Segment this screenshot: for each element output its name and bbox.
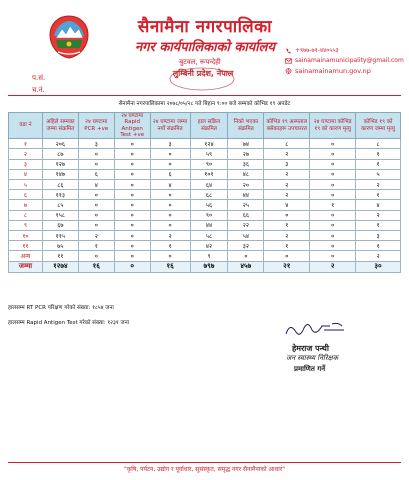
- table-cell: ११३: [42, 190, 78, 200]
- table-cell: ३६: [228, 159, 264, 169]
- email-icon: [285, 58, 292, 64]
- table-cell: २७: [228, 149, 264, 159]
- table-cell: ६: [150, 169, 190, 179]
- table-cell: ०: [78, 190, 114, 200]
- ward-number-cell: ४: [9, 169, 43, 179]
- table-cell: ०: [150, 220, 190, 230]
- table-cell: ०: [78, 159, 114, 169]
- total-cell: १६: [150, 261, 190, 272]
- table-cell: ०: [310, 180, 356, 190]
- table-cell: २: [264, 169, 310, 179]
- column-header: २४ घण्टामा जम्मा नयाँ संक्रमित: [150, 113, 190, 139]
- column-header: निको भएका संक्रमित: [228, 113, 264, 139]
- total-cell: १२७४: [42, 261, 78, 272]
- table-cell: १२७: [42, 159, 78, 169]
- footer-divider: [8, 462, 401, 463]
- header-divider: [8, 95, 401, 96]
- table-cell: ९०: [190, 159, 228, 169]
- table-cell: ४४: [190, 220, 228, 230]
- table-cell: ०: [114, 241, 150, 251]
- table-cell: ७४: [228, 139, 264, 149]
- table-cell: ९: [190, 251, 228, 261]
- table-cell: २: [78, 230, 114, 240]
- email-text[interactable]: sainamainamunicipality@gmail.com: [295, 57, 404, 64]
- table-cell: ४: [150, 180, 190, 190]
- table-cell: ११५: [42, 230, 78, 240]
- province-line: लुम्बिनी प्रदेश, नेपाल: [172, 69, 234, 78]
- antigen-test-note: हालसम्म Rapid Antigen Test गरेको संख्या: १२३१ जना: [8, 320, 130, 326]
- table-cell: ०: [150, 251, 190, 261]
- ward-number-cell: ८: [9, 210, 43, 220]
- table-cell: ३: [150, 139, 190, 149]
- table-cell: ०: [114, 190, 150, 200]
- column-header: २४ घण्टामा Rapid Antigen Test +ve: [114, 113, 150, 139]
- table-cell: १२४: [190, 139, 228, 149]
- table-cell: ०: [114, 220, 150, 230]
- table-row: [9, 139, 401, 149]
- signature-mark: [282, 318, 352, 340]
- table-row: [9, 210, 401, 220]
- table-cell: १: [356, 149, 401, 159]
- table-cell: ८: [264, 139, 310, 149]
- table-cell: २: [356, 210, 401, 220]
- table-cell: ५६: [190, 200, 228, 210]
- table-cell: ०: [114, 139, 150, 149]
- table-cell: ०: [310, 241, 356, 251]
- table-row: [9, 149, 401, 159]
- table-cell: ०: [78, 251, 114, 261]
- table-cell: १: [310, 200, 356, 210]
- table-cell: १: [356, 190, 401, 200]
- table-cell: ४८: [228, 169, 264, 179]
- table-cell: ३: [264, 159, 310, 169]
- ward-number-cell: ९: [9, 220, 43, 230]
- ward-number-cell: ६: [9, 190, 43, 200]
- column-header: २४ घण्टामा कोभिड १९ को कारण मृत्यु: [310, 113, 356, 139]
- table-cell: ९०: [190, 210, 228, 220]
- table-cell: ०: [150, 159, 190, 169]
- table-cell: ३: [356, 230, 401, 240]
- table-cell: ८: [356, 139, 401, 149]
- total-cell: ०: [114, 261, 150, 272]
- ward-number-cell: ५: [9, 180, 43, 190]
- table-cell: ०: [78, 210, 114, 220]
- ward-number-cell: ७: [9, 200, 43, 210]
- table-cell: १: [150, 241, 190, 251]
- table-cell: ३: [78, 139, 114, 149]
- table-cell: २: [356, 180, 401, 190]
- table-cell: २२: [228, 220, 264, 230]
- table-row: [9, 190, 401, 200]
- table-cell: ६: [78, 169, 114, 179]
- table-cell: १: [78, 241, 114, 251]
- table-cell: ०: [264, 251, 310, 261]
- ward-number-cell: ११: [9, 241, 43, 251]
- table-cell: १: [264, 220, 310, 230]
- table-cell: ०: [114, 210, 150, 220]
- table-row: [9, 220, 401, 230]
- table-cell: ०: [310, 220, 356, 230]
- total-cell: २: [310, 261, 356, 272]
- total-cell: ७९७: [190, 261, 228, 272]
- phone-text: +९७७-७१-४४०५५३: [295, 47, 339, 54]
- table-cell: १: [264, 241, 310, 251]
- ps-label: प.सं.: [32, 74, 46, 82]
- signatory-name: हेमराज पन्थी: [292, 344, 329, 353]
- table-row: [9, 159, 401, 169]
- table-cell: २: [264, 230, 310, 240]
- table-cell: ५: [356, 169, 401, 179]
- contact-email: [285, 57, 404, 64]
- table-cell: ०: [78, 220, 114, 230]
- table-cell: ०: [310, 169, 356, 179]
- table-header-row: [9, 113, 401, 139]
- municipality-title: सैनामैना नगरपालिका: [137, 17, 273, 37]
- ward-number-cell: २: [9, 149, 43, 159]
- table-title: सैनामैना नगरपालिकामा २०७८/०५/२८ गते बिहान ९:०० बजे सम्मको कोभिड १९ अपडेट: [118, 101, 291, 107]
- table-cell: ४: [264, 200, 310, 210]
- table-cell: ४२: [190, 241, 228, 251]
- table-cell: ०: [310, 149, 356, 159]
- table-cell: १: [356, 220, 401, 230]
- table-cell: ५९: [190, 149, 228, 159]
- table-row: [9, 180, 401, 190]
- table-cell: ०: [114, 169, 150, 179]
- table-cell: ०: [114, 180, 150, 190]
- contact-website: [285, 67, 371, 75]
- website-text[interactable]: sainamainamun.gov.np: [295, 67, 371, 75]
- table-cell: ८५: [42, 200, 78, 210]
- column-header: २४ घण्टामा PCR +ve: [78, 113, 114, 139]
- phone-icon: [285, 48, 292, 54]
- table-row: [9, 200, 401, 210]
- table-cell: ८६: [42, 180, 78, 190]
- pcr-test-note: हालसम्म RT PCR परिक्षण गरेको संख्या: १८५४ जना: [8, 305, 114, 311]
- table-cell: ६७: [42, 220, 78, 230]
- table-cell: २०: [228, 180, 264, 190]
- table-cell: ०: [310, 159, 356, 169]
- office-subtitle: नगर कार्यपालिकाको कार्यालय: [134, 40, 276, 55]
- table-cell: ०: [78, 149, 114, 159]
- table-cell: ०: [310, 190, 356, 200]
- table-cell: १५८: [42, 210, 78, 220]
- footer-slogan: "कृषि, पर्यटन, उद्योग र पूर्वाधार, सुसंस्कृत, समृद्ध नगर सैनामैनाको आधार": [123, 466, 286, 473]
- table-cell: ०: [114, 251, 150, 261]
- table-cell: ०: [114, 230, 150, 240]
- column-header: अहिले सम्मका जम्मा संक्रमित: [42, 113, 78, 139]
- table-cell: १४७: [42, 169, 78, 179]
- column-header: वडा नं: [9, 113, 43, 139]
- nepal-emblem-icon: [44, 14, 94, 60]
- table-cell: ४: [78, 180, 114, 190]
- table-cell: ०: [310, 251, 356, 261]
- table-cell: ५४: [228, 230, 264, 240]
- table-row: [9, 241, 401, 251]
- table-cell: २५: [228, 200, 264, 210]
- address-line: बुटवल, रूपन्देही: [179, 58, 221, 66]
- column-header: कोभिड १९ को कारण जम्मा मृत्यु: [356, 113, 401, 139]
- table-cell: १०१: [190, 169, 228, 179]
- table-cell: ०: [114, 159, 150, 169]
- table-cell: ०: [78, 200, 114, 210]
- table-cell: ०: [150, 149, 190, 159]
- table-row: [9, 251, 401, 261]
- table-cell: १: [356, 241, 401, 251]
- table-cell: ११: [42, 251, 78, 261]
- total-cell: ३०: [356, 261, 401, 272]
- table-cell: ०: [264, 210, 310, 220]
- ward-number-cell: अन्य: [9, 251, 43, 261]
- table-cell: २: [150, 230, 190, 240]
- table-row: [9, 169, 401, 179]
- certify-label: प्रमाणित गर्ने: [294, 365, 326, 373]
- column-header: हाल सक्रिय संक्रमित: [190, 113, 228, 139]
- table-cell: ३२: [228, 241, 264, 251]
- total-row: [9, 261, 401, 272]
- total-cell: ४५७: [228, 261, 264, 272]
- signatory-role: जन स्वास्थ्य निरिक्षक: [286, 354, 339, 362]
- table-cell: ४४: [228, 190, 264, 200]
- table-cell: २: [264, 190, 310, 200]
- table-row: [9, 230, 401, 240]
- total-cell: २१: [264, 261, 310, 272]
- table-cell: ०: [310, 230, 356, 240]
- covid-update-table: [8, 112, 401, 273]
- table-cell: ४: [356, 200, 401, 210]
- column-header: कोभिड १९ अस्पताल बसेकाहरू उपचाररत: [264, 113, 310, 139]
- table-cell: ०: [150, 200, 190, 210]
- total-label-cell: जम्मा: [9, 261, 43, 272]
- ward-number-cell: ३: [9, 159, 43, 169]
- table-cell: ७५: [42, 241, 78, 251]
- ward-number-cell: १: [9, 139, 43, 149]
- ward-number-cell: १०: [9, 230, 43, 240]
- table-cell: १: [356, 159, 401, 169]
- table-cell: ६४: [190, 180, 228, 190]
- table-cell: २: [264, 180, 310, 190]
- table-cell: ०: [228, 251, 264, 261]
- table-cell: ०: [114, 200, 150, 210]
- table-cell: ०: [310, 139, 356, 149]
- contact-phone: [285, 46, 339, 54]
- table-cell: ६८: [190, 190, 228, 200]
- table-cell: २: [264, 149, 310, 159]
- table-cell: ६६: [228, 210, 264, 220]
- globe-icon: [285, 68, 292, 74]
- cn-label: च.नं.: [32, 86, 45, 94]
- table-cell: ०: [310, 210, 356, 220]
- table-cell: ५८: [190, 230, 228, 240]
- table-cell: २०६: [42, 139, 78, 149]
- table-cell: २: [356, 251, 401, 261]
- total-cell: १६: [78, 261, 114, 272]
- table-cell: ८७: [42, 149, 78, 159]
- table-cell: ०: [150, 210, 190, 220]
- table-cell: ०: [150, 190, 190, 200]
- table-cell: ०: [114, 149, 150, 159]
